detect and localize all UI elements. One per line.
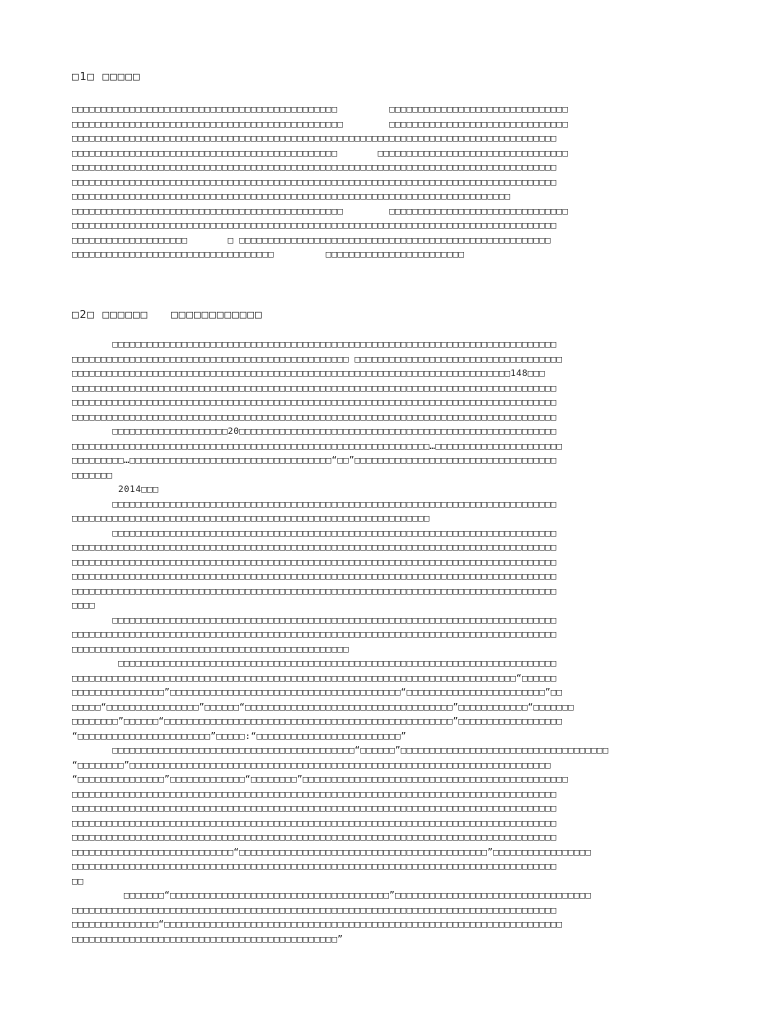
section-2-body xyxy=(72,338,700,962)
text-line: □□□□□□□□□□□□□□□□□□□□□□□□□□□□□□□□□□□□□□□□□□□□□□□□□□□□□□□□□□□□□□□□□□□□□□□□□□□□□“□□□□□□ xyxy=(72,673,557,684)
text-line: □□□□□□□□□□□□□□□□□□□□□□□□□□□□□□□□□□□□□□□□□□□□□□□□□□□□□□□□□□□□□□□□□□□□□□□□□□□□□□□□□□□□ xyxy=(72,134,557,144)
text-line: □□□□□□□□□□□□□□□□□□□□□□□□□□□□□□□□□□□□□□□□□□□□□□ □□□□□□□□□□□□□□□□□□□□□□□□□□□□□□□□□ xyxy=(72,148,569,159)
text-line: “□□□□□□□□□□□□□□□”□□□□□□□□□□□□□“□□□□□□□□”□□□□□□□□□□□□□□□□□□□□□□□□□□□□□□□□□□□□□□□□□□□□□□ xyxy=(72,775,569,785)
text-line: □□□□□□□□□□□□□□□□□□□□□□□□□□□□□□□□□□□□□□□□□□□□□□□□□□□□□□□□□□□□□□□□□□□□□□□□□□□□□ xyxy=(72,615,557,626)
text-line xyxy=(72,947,700,962)
text-line: □□□□□“□□□□□□□□□□□□□□□□”□□□□□□“□□□□□□□□□□□□□□□□□□□□□□□□□□□□□□□□□□□□”□□□□□□□□□□□□“□□□□□□□ xyxy=(72,702,574,713)
text-line: □□□□□□□□□□□□□□□□□□□□□□□□□□□□□□□□□□□□□□□□□□□□□□□□□□□□□□□□□□□□□□□□□□□□□□□□□□□□□□□□□□□□ xyxy=(72,163,557,173)
text-line: □□□□□□□□□□□□□□□□□□□□□□□□□□□□□□□□□□□□□□□□□□□□□□□ □□□□□□□□□□□□□□□□□□□□□□□□□□□□□□□ xyxy=(72,206,569,217)
text-line: □□□□□□□□□□□□□□□□”□□□□□□□□□□□□□□□□□□□□□□□□□□□□□□□□□□□□□□□□“□□□□□□□□□□□□□□□□□□□□□□□□”□□ xyxy=(72,688,563,698)
text-line: □□□□□□□□□…□□□□□□□□□□□□□□□□□□□□□□□□□□□□□□□□□□□“□□”□□□□□□□□□□□□□□□□□□□□□□□□□□□□□□□□□□□ xyxy=(72,456,557,466)
text-line: □□□□□□□□□□□□□□□□□□□□□□□□□□□□□□□□□□□□□□□□□□“□□□□□□”□□□□□□□□□□□□□□□□□□□□□□□□□□□□□□□□□□□□ xyxy=(72,746,609,756)
text-line: □□□□□□□□□□□□□□□□□□□□□□□□□□□□□□□□□□□□□□□□□□□□□□□□□□□□□□□□□□□□□□□□□□□□□□□□□□□□ xyxy=(72,659,557,669)
text-line: □□□□□□□□□□□□□□□□□□□□□□□□□□□□□□□□□□□□□□□□□□□□□□□□□□□□□□□□□□□□□□□□□□□□□□□□□□□□ xyxy=(72,192,511,202)
text-line: □□□□□□□□□□□□□□□□□□□□□□□□□□□□□□□□□□□□□□□□□□□□□□□□□□□□□□□□□□□□□□□□□□□□□□□□□□□□□ xyxy=(72,528,557,539)
text-line: □□□□□□□□□□□□□□□□□□□□□□□□□□□□□□□□□□□□□□□□□□□□□□□□□□□□□□□□□□□□□□□□□□□□□□□□□□□□□□□□□□□□ xyxy=(72,221,557,231)
section-1-body xyxy=(72,103,700,263)
text-line: □□□□□□□□□□□□□□□□□□□□□□□□□□□□□□□□□□□□□□□□□□□□□□□□□□□□□□□□□□□□□□ xyxy=(72,514,430,524)
text-line: “□□□□□□□□□□□□□□□□□□□□□□□”□□□□□:“□□□□□□□□□□□□□□□□□□□□□□□□□” xyxy=(72,731,407,742)
text-line: □□□□□□□□□□□□□□□□□□□□20□□□□□□□□□□□□□□□□□□□□□□□□□□□□□□□□□□□□□□□□□□□□□□□□□□□□□□□ xyxy=(72,427,557,437)
text-line: □□□□□□□□□□□□□□□□□□□□□□□□□□□□□□□□□□□□□□□□□□□□□□□□ □□□□□□□□□□□□□□□□□□□□□□□□□□□□□□□□□□□□ xyxy=(72,354,563,365)
text-line: □□□□□□□□□□□□□□□□□□□□□□□□□□□□□□□□□□□□□□□□□□□□□□□□□□□□□□□□□□□□□□…□□□□□□□□□□□□□□□□□□□□□□ xyxy=(72,441,563,452)
text-line: □□ xyxy=(72,876,84,887)
text-line: □□□□□□□□”□□□□□□“□□□□□□□□□□□□□□□□□□□□□□□□□□□□□□□□□□□□□□□□□□□□□□□□□□”□□□□□□□□□□□□□□□□□□ xyxy=(72,717,563,727)
text-line: □□□□□□□□□□□□□□□□□□□□□□□□□□□□□□□□□□□□□□□□□□□□□□□□□□□□□□□□□□□□□□□□□□□□□□□□□□□□□□□□□□□□ xyxy=(72,572,557,582)
text-line: □□□□□□□□□□□□□□□□□□□□□□□□□□□□□□□□□□□□□□□□□□□□□□” xyxy=(72,934,344,945)
text-line: □□□□□□□□□□□□□□□□□□□□□□□□□□□□□□□□□□□□□□□□□□□□□□□ □□□□□□□□□□□□□□□□□□□□□□□□□□□□□□□ xyxy=(72,119,569,130)
text-line: 2014□□□ xyxy=(72,485,159,495)
text-line: □□□□ xyxy=(72,601,96,611)
text-line: □□□□□□□□□□□□□□□“□□□□□□□□□□□□□□□□□□□□□□□□□□□□□□□□□□□□□□□□□□□□□□□□□□□□□□□□□□□□□□□□□□□□□ xyxy=(72,920,563,930)
text-line: □□□□□□□□□□□□□□□□□□□□□□□□□□□□□□□□□□□□□□□□□□□□□□□□□□□□□□□□□□□□□□□□□□□□□□□□□□□□148□□□ xyxy=(72,369,546,379)
text-line: □□□□□□□□□□□□□□□□□□□□□□□□□□□□□□□□□□□□□□□□□□□□□□□□□□□□□□□□□□□□□□□□□□□□□□□□□□□□□□□□□□□□ xyxy=(72,818,557,829)
text-line: □□□□□□□□□□□□□□□□□□□□□□□□□□□□□□□□□□□□□□□□□□□□□□□□□□□□□□□□□□□□□□□□□□□□□□□□□□□□□□□□□□□□ xyxy=(72,833,557,843)
text-line: □□□□□□□□□□□□□□□□□□□□□□□□□□□□□□□□□□□□□□□□□□□□□□□□□□□□□□□□□□□□□□□□□□□□□□□□□□□□□□□□□□□□ xyxy=(72,557,557,568)
text-line: □□□□□□□□□□□□□□□□□□□□□□□□□□□□“□□□□□□□□□□□□□□□□□□□□□□□□□□□□□□□□□□□□□□□□□□□”□□□□□□□□□□□□□□□□□ xyxy=(72,847,592,858)
text-line: □□□□□□□□□□□□□□□□□□□□□□□□□□□□□□□□□□□□□□□□□□□□□□□□□□□□□□□□□□□□□□□□□□□□□□□□□□□□□□□□□□□□ xyxy=(72,543,557,553)
section-heading-2: □2□ □□□□□□ □□□□□□□□□□□□ xyxy=(72,308,263,321)
text-line: □□□□□□□□□□□□□□□□□□□□ □ □□□□□□□□□□□□□□□□□□□□□□□□□□□□□□□□□□□□□□□□□□□□□□□□□□□□□□ xyxy=(72,235,551,246)
text-line: □□□□□□□□□□□□□□□□□□□□□□□□□□□□□□□□□□□□□□□□□□□□□□□□□□□□□□□□□□□□□□□□□□□□□□□□□□□□□□□□□□□□ xyxy=(72,630,557,640)
text-line: □□□□□□□□□□□□□□□□□□□□□□□□□□□□□□□□□□□□□□□□□□□□□□□□□□□□□□□□□□□□□□□□□□□□□□□□□□□□□ xyxy=(72,340,557,350)
text-line: □□□□□□□□□□□□□□□□□□□□□□□□□□□□□□□□□□□□□□□□□□□□□□□□□□□□□□□□□□□□□□□□□□□□□□□□□□□□□□□□□□□□ xyxy=(72,789,557,800)
section-heading-1: □1□ □□□□□ xyxy=(72,70,141,83)
text-line: □□□□□□□“□□□□□□□□□□□□□□□□□□□□□□□□□□□□□□□□□□□□□□”□□□□□□□□□□□□□□□□□□□□□□□□□□□□□□□□□□ xyxy=(72,891,592,901)
text-line: □□□□□□□□□□□□□□□□□□□□□□□□□□□□□□□□□□□□□□□□□□□□□□□□□□□□□□□□□□□□□□□□□□□□□□□□□□□□□□□□□□□□ xyxy=(72,398,557,408)
text-line: □□□□□□□□□□□□□□□□□□□□□□□□□□□□□□□□□□□□□□□□□□□□□□□□□□□□□□□□□□□□□□□□□□□□□□□□□□□□□□□□□□□□ xyxy=(72,862,557,872)
text-line: □□□□□□□□□□□□□□□□□□□□□□□□□□□□□□□□□□□□□□□□□□□□□□□□□□□□□□□□□□□□□□□□□□□□□□□□□□□□□□□□□□□□ xyxy=(72,177,557,188)
text-line: □□□□□□□□□□□□□□□□□□□□□□□□□□□□□□□□□□□□□□□□□□□□□□□□□□□□□□□□□□□□□□□□□□□□□□□□□□□□□□□□□□□□ xyxy=(72,905,557,916)
text-line: □□□□□□□□□□□□□□□□□□□□□□□□□□□□□□□□□□□□□□□□□□□□□□□□□□□□□□□□□□□□□□□□□□□□□□□□□□□□□□□□□□□□ xyxy=(72,804,557,814)
text-line: □□□□□□□□□□□□□□□□□□□□□□□□□□□□□□□□□□□□□□□□□□□□□□□□□□□□□□□□□□□□□□□□□□□□□□□□□□□□□□□□□□□□ xyxy=(72,586,557,597)
text-line: “□□□□□□□□”□□□□□□□□□□□□□□□□□□□□□□□□□□□□□□□□□□□□□□□□□□□□□□□□□□□□□□□□□□□□□□□□□□□□□□□□□ xyxy=(72,760,551,771)
text-line: □□□□□□□□□□□□□□□□□□□□□□□□□□□□□□□□□□□□□□□□□□□□□□□□ xyxy=(72,644,349,655)
text-line: □□□□□□□□□□□□□□□□□□□□□□□□□□□□□□□□□□□□□□□□□□□□□□□□□□□□□□□□□□□□□□□□□□□□□□□□□□□□□□□□□□□□ xyxy=(72,412,557,423)
text-line: □□□□□□□ xyxy=(72,470,113,481)
text-line: □□□□□□□□□□□□□□□□□□□□□□□□□□□□□□□□□□□□□□□□□□□□□□ □□□□□□□□□□□□□□□□□□□□□□□□□□□□□□□ xyxy=(72,105,569,115)
text-line: □□□□□□□□□□□□□□□□□□□□□□□□□□□□□□□□□□□□□□□□□□□□□□□□□□□□□□□□□□□□□□□□□□□□□□□□□□□□□ xyxy=(72,499,557,510)
text-line: □□□□□□□□□□□□□□□□□□□□□□□□□□□□□□□□□□□□□□□□□□□□□□□□□□□□□□□□□□□□□□□□□□□□□□□□□□□□□□□□□□□□ xyxy=(72,383,557,394)
text-line: □□□□□□□□□□□□□□□□□□□□□□□□□□□□□□□□□□□ □□□□□□□□□□□□□□□□□□□□□□□□ xyxy=(72,250,465,260)
